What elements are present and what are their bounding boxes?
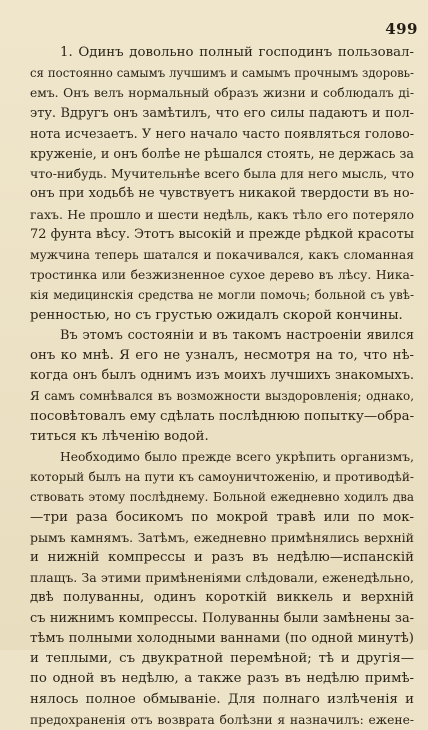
- text-line: эту. Вдругъ онъ замѣтилъ, что его силы падаютъ и пол-: [30, 105, 414, 121]
- text-line: и нижній компрессы и разъ въ недѣлю—испанскій: [30, 550, 414, 566]
- text-line: емъ. Онъ велъ нормальный образъ жизни и соблюдалъ ді-: [30, 86, 414, 101]
- text-line: предохраненія отъ возврата болѣзни я назначилъ: еженe-: [30, 712, 414, 727]
- text-line: 72 фунта вѣсу. Этотъ высокій и прежде рѣдкой красоты: [30, 226, 414, 242]
- text-line: 1. Одинъ довольно полный господинъ пользовал-: [60, 45, 414, 60]
- page-number: 499: [385, 20, 418, 38]
- text-line: плащъ. За этими примѣненіями слѣдовали, еженедѣльно,: [30, 570, 414, 586]
- text-line: который былъ на пути къ самоуничтоженію, и противодѣй-: [30, 470, 414, 485]
- text-line: Необходимо было прежде всего укрѣпить организмъ,: [60, 450, 414, 465]
- text-line: гахъ. Не прошло и шести недѣль, какъ тѣло его потеряло: [30, 206, 414, 222]
- text-line: Я самъ сомнѣвался въ возможности выздоровленія; однако,: [30, 389, 414, 404]
- text-line: кія медицинскія средства не могли помочь; больной съ увѣ-: [30, 288, 414, 303]
- text-line: онъ ко мнѣ. Я его не узналъ, несмотря на то, что нѣ-: [30, 348, 414, 364]
- text-line: нота исчезаетъ. У него начало часто появляться голово-: [30, 125, 414, 141]
- text-line: по одной въ недѣлю, а также разъ въ недѣлю примѣ-: [30, 671, 414, 687]
- text-line: тростинка или безжизненное сухое дерево въ лѣсу. Ника-: [30, 268, 414, 283]
- text-line: съ нижнимъ компрессы. Полуванны были замѣнены за-: [30, 610, 414, 626]
- text-line: двѣ полуванны, одинъ короткій виккель и верхній: [30, 590, 414, 606]
- text-line: что-нибудь. Мучительнѣе всего была для него мысль, что: [30, 166, 414, 182]
- text-line: нялось полное обмываніе. Для полнаго излѣченія и: [30, 691, 414, 707]
- text-line: тѣмъ полными холодными ваннами (по одной минутѣ): [30, 630, 414, 646]
- text-line: Въ этомъ состояніи и въ такомъ настроеніи явился: [60, 327, 414, 343]
- text-line: и теплыми, съ двукратной перемѣной; тѣ и другія—: [30, 651, 414, 667]
- text-line: титься къ лѣченію водой.: [30, 428, 209, 444]
- text-line: когда онъ былъ однимъ изъ моихъ лучшихъ знакомыхъ.: [30, 368, 414, 384]
- text-line: ренностью, но съ грустью ожидалъ скорой кончины.: [30, 307, 403, 323]
- text-line: ся постоянно самымъ лучшимъ и самымъ прочнымъ здоровь-: [30, 66, 414, 81]
- text-line: рымъ камнямъ. Затѣмъ, ежедневно примѣнялись верхній: [30, 529, 414, 545]
- body-text: [30, 43, 414, 730]
- text-line: ствовать этому послѣднему. Больной ежедневно ходилъ два: [30, 490, 414, 505]
- text-line: посовѣтовалъ ему сдѣлать послѣднюю попытку—обра-: [30, 408, 414, 424]
- text-line: —три раза босикомъ по мокрой травѣ или по мок-: [30, 509, 414, 525]
- text-line: круженіе, и онъ болѣе не рѣшался стоять, не держась за: [30, 146, 414, 162]
- text-line: онъ при ходьбѣ не чувствуетъ никакой твердости въ но-: [30, 186, 414, 202]
- text-line: мужчина теперь шатался и покачивался, какъ сломанная: [30, 248, 414, 263]
